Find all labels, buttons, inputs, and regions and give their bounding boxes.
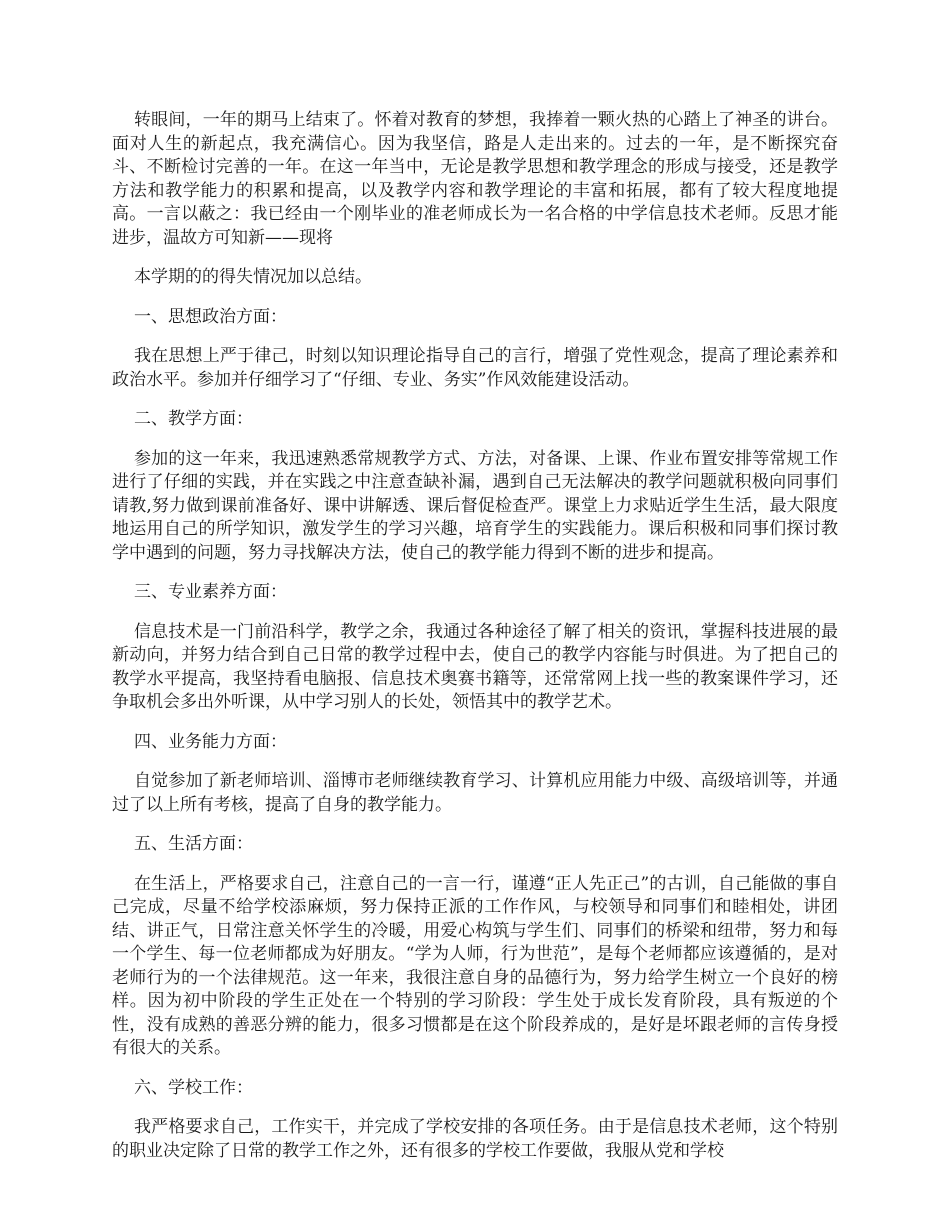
section-heading-school: 六、学校工作： [134, 1077, 253, 1098]
intro-continuation: 本学期的的得失情况加以总结。 [134, 267, 372, 287]
section-paragraph-school: 我严格要求自己，工作实干，并完成了学校安排的各项任务。由于是信息技术老师，这个特别的职业决定除了日常的教学工作之外，还有很多的学校工作要做，我服从党和学校 [112, 1117, 838, 1161]
section-paragraph-professional: 信息技术是一门前沿科学，教学之余，我通过各种途径了解了相关的资讯，掌握科技进展的最新动向，并努力结合到自己日常的教学过程中去，使自己的教学内容能与时俱进。为了把自己的教学水平提高，我坚持看电脑报、信息技术奥赛书籍等，还常常网上找一些的教案课件学习，还争取机会多出外听课，从中学习别人的长处，领悟其中的教学艺术。 [112, 621, 838, 712]
section-paragraph-teaching: 参加的这一年来，我迅速熟悉常规教学方式、方法，对备课、上课、作业布置安排等常规工作进行了仔细的实践，并在实践之中注意查缺补漏，遇到自己无法解决的教学问题就积极向同事们请教,努力做到课前准备好、课中讲解透、课后督促检查严。课堂上力求贴近学生生活，最大限度地运用自己的所学知识，激发学生的学习兴趣，培育学生的实践能力。课后积极和同事们探讨教学中遇到的问题，努力寻找解决方法，使自己的教学能力得到不断的进步和提高。 [112, 448, 838, 563]
section-heading-business: 四、业务能力方面： [134, 731, 287, 752]
section-paragraph-politics: 我在思想上严于律己，时刻以知识理论指导自己的言行，增强了党性观念，提高了理论素养和政治水平。参加并仔细学习了“仔细、专业、务实”作风效能建设活动。 [112, 346, 838, 390]
intro-paragraph: 转眼间，一年的期马上结束了。怀着对教育的梦想，我捧着一颗火热的心踏上了神圣的讲台。面对人生的新起点，我充满信心。因为我坚信，路是人走出来的。过去的一年，是不断探究奋斗、不断检讨完善的一年。在这一年当中，无论是教学思想和教学理念的形成与接受，还是教学方法和教学能力的积累和提高，以及教学内容和教学理论的丰富和拓展，都有了较大程度地提高。一言以蔽之：我已经由一个刚毕业的准老师成长为一名合格的中学信息技术老师。反思才能进步，温故方可知新——现将 [112, 110, 838, 248]
section-paragraph-life: 在生活上，严格要求自己，注意自己的一言一行，谨遵“正人先正己”的古训，自己能做的事自己完成，尽量不给学校添麻烦，努力保持正派的工作作风，与校领导和同事们和睦相处，讲团结、讲正气，日常注意关怀学生的冷暖，用爱心构筑与学生们、同事们的桥梁和纽带，努力和每一个学生、每一位老师都成为好朋友。“学为人师，行为世范”，是每个老师都应该遵循的，是对老师行为的一个法律规范。这一年来，我很注意自身的品德行为，努力给学生树立一个良好的榜样。因为初中阶段的学生正处在一个特别的学习阶段：学生处于成长发育阶段，具有叛逆的个性，没有成熟的善恶分辨的能力，很多习惯都是在这个阶段养成的，是好是坏跟老师的言传身授有很大的关系。 [112, 873, 838, 1058]
section-heading-teaching: 二、教学方面： [134, 409, 253, 429]
section-heading-politics: 一、思想政治方面： [134, 306, 287, 327]
section-heading-professional: 三、专业素养方面： [134, 582, 287, 602]
section-heading-life: 五、生活方面： [134, 834, 253, 854]
document-body [112, 109, 838, 1178]
section-paragraph-business: 自觉参加了新老师培训、淄博市老师继续教育学习、计算机应用能力中级、高级培训等，并通过了以上所有考核，提高了自身的教学能力。 [112, 771, 838, 815]
